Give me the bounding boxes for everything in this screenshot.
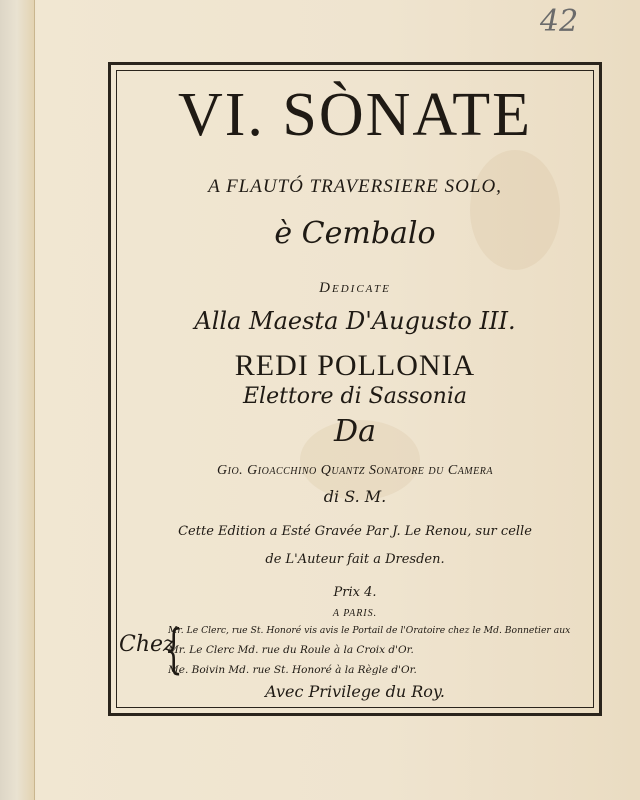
elector-line: Elettore di Sassonia [242, 384, 468, 409]
composer-patron-line: di S. M. [323, 487, 387, 506]
dedicatee-line: Alla Maesta D'Augusto III. [194, 307, 516, 335]
king-title-line: REDI POLLONIA [234, 349, 476, 382]
subtitle-instrument: A FLAUTÓ TRAVERSIERE SOLO, [208, 176, 502, 197]
chez-label: Chez [119, 632, 175, 657]
seller-line-1: Mr. Le Clerc, rue St. Honoré vis avis le Portail de l'Oratoire chez le Md. Bonnetier aux [168, 625, 571, 636]
pencil-folio-number: 42 [540, 4, 579, 39]
brace-symbol: { [164, 620, 183, 680]
place-of-publication: A PARIS. [332, 608, 378, 619]
dedication-heading: Dedicate [319, 280, 391, 296]
privilege-line: Avec Privilege du Roy. [265, 682, 445, 701]
edition-note-line-2: de L'Auteur fait a Dresden. [265, 552, 445, 567]
seller-line-2: Mr. Le Clerc Md. rue du Roule à la Croix d'Or. [168, 644, 414, 656]
price-line: Prix 4. [333, 585, 377, 600]
edition-note-line-1: Cette Edition a Esté Gravée Par J. Le Renou, sur celle [178, 524, 532, 539]
page-title: VI. SÒNATE [177, 81, 533, 149]
seller-line-3: Me. Boivin Md. rue St. Honoré à la Règle d'Or. [168, 664, 417, 676]
da-line: Da [334, 414, 376, 449]
composer-line: Gio. Gioacchino Quantz Sonatore du Camera [217, 463, 493, 478]
binding-edge [0, 0, 35, 800]
subtitle-cembalo: è Cembalo [274, 216, 436, 251]
